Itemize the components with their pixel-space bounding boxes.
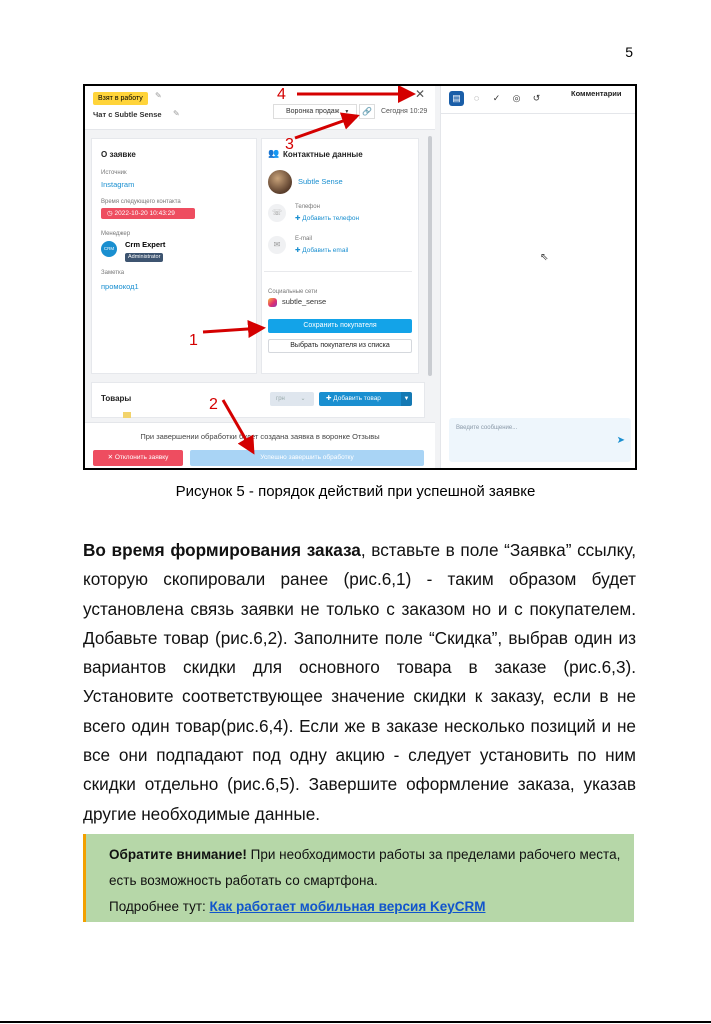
reject-label: Отклонить заявку bbox=[114, 454, 169, 461]
pencil-icon[interactable]: ✎ bbox=[173, 109, 180, 118]
annotation-arrows bbox=[85, 86, 637, 470]
page-bottom-rule bbox=[0, 1021, 711, 1023]
note-more-label: Подробнее тут: bbox=[109, 899, 210, 914]
check-icon[interactable]: ✓ bbox=[492, 93, 501, 103]
note-label: Заметка bbox=[101, 270, 125, 276]
chevron-down-icon: ▼ bbox=[344, 109, 350, 115]
funnel-select-value: Воронка продаж bbox=[286, 108, 340, 115]
avatar: CRM EXPERT bbox=[101, 241, 117, 257]
products-title: Товары bbox=[101, 394, 132, 403]
social-label: Социальные сети bbox=[268, 289, 318, 295]
close-icon[interactable]: ✕ bbox=[414, 87, 425, 101]
note-text: При необходимости работы за пределами рабочего места, есть возможность работать со смартфона. bbox=[109, 847, 621, 888]
clock-icon: ◷ bbox=[107, 210, 113, 217]
footer-note: При завершении обработки будет создана заявка в воронке Отзывы bbox=[140, 432, 380, 441]
manager-label: Менеджер bbox=[101, 231, 131, 237]
cursor-icon: ⇖ bbox=[540, 252, 549, 263]
note-more bbox=[109, 894, 634, 920]
note-value[interactable]: промокод1 bbox=[101, 282, 139, 291]
send-icon[interactable]: ➤ bbox=[616, 435, 625, 446]
copy-link-icon[interactable]: 🔗 bbox=[359, 104, 375, 119]
take-in-work-button[interactable]: Взят в работу bbox=[93, 92, 148, 105]
phone-label: Телефон bbox=[295, 204, 320, 210]
contacts-title: Контактные данные bbox=[283, 150, 363, 159]
choose-buyer-button[interactable]: Выбрать покупателя из списка bbox=[268, 339, 412, 353]
about-title: О заявке bbox=[101, 150, 136, 159]
source-value[interactable]: Instagram bbox=[101, 180, 135, 189]
marker-1: 1 bbox=[189, 332, 198, 349]
plus-icon: ✚ bbox=[295, 215, 301, 222]
comments-title: Комментарии bbox=[571, 89, 622, 98]
chat-title: Чат с Subtle Sense bbox=[93, 110, 162, 119]
next-contact-label: Время следующего контакта bbox=[101, 199, 181, 205]
contact-name[interactable]: Subtle Sense bbox=[298, 177, 343, 186]
note-box bbox=[83, 834, 634, 922]
marker-4: 4 bbox=[277, 86, 286, 103]
message-icon[interactable]: ◌ bbox=[473, 93, 480, 103]
plus-icon: ✚ bbox=[326, 395, 332, 402]
note-line bbox=[109, 842, 634, 894]
arrow-3 bbox=[295, 116, 357, 138]
phone-icon: ☏ bbox=[268, 204, 286, 222]
source-label: Источник bbox=[101, 170, 127, 176]
paragraph-text: , вставьте в поле “Заявка” ссылку, которую скопировали ранее (рис.6,1) - таким образом будет установлена связь заявки не только с заказом но и с покупателем. Добавьте товар (рис.6,2). Заполните поле “Скидка”, выбрав один из вариантов скидки для основного товара в заказе (рис.6,3). Установите соответствующее значение скидки к заказу, если в не всего один товар(рис.6,4). Если же в заказе несколько позиций и не все они подпадают под одну акцию - следует установить по ним скидки отдельно (рис.6,5). Завершите оформление заказа, указав другие необходимые данные. bbox=[83, 540, 636, 824]
chevron-down-icon: ⌄ bbox=[300, 396, 306, 402]
body-paragraph bbox=[83, 536, 636, 829]
next-contact-value: 2022-10-20 10:43:29 bbox=[114, 210, 175, 217]
email-label: E-mail bbox=[295, 236, 313, 242]
pencil-icon[interactable]: ✎ bbox=[155, 91, 162, 100]
crm-screenshot bbox=[83, 84, 637, 470]
plus-icon: ✚ bbox=[295, 247, 301, 254]
note-bold: Обратите внимание! bbox=[109, 847, 247, 862]
page-number: 5 bbox=[625, 44, 633, 60]
mail-icon: ✉ bbox=[268, 236, 286, 254]
figure-caption: Рисунок 5 - порядок действий при успешной заявке bbox=[175, 483, 536, 500]
contacts-icon: 👥 bbox=[268, 148, 280, 158]
mobile-version-link[interactable]: Как работает мобильная версия KeyCRM bbox=[209, 899, 486, 914]
currency-value: грн bbox=[276, 396, 285, 402]
paragraph-lead: Во время формирования заказа bbox=[83, 540, 361, 560]
timestamp: Сегодня 10:29 bbox=[381, 108, 428, 115]
arrow-1 bbox=[203, 328, 263, 332]
marker-2: 2 bbox=[209, 396, 218, 413]
close-icon: ✕ bbox=[107, 454, 114, 461]
add-product-label: Добавить товар bbox=[333, 395, 381, 402]
history-icon[interactable]: ↺ bbox=[532, 93, 541, 103]
add-email-label: Добавить email bbox=[302, 247, 349, 254]
chevron-down-icon[interactable]: ▼ bbox=[401, 392, 412, 406]
marker-3: 3 bbox=[285, 136, 294, 153]
message-placeholder: Введите сообщение... bbox=[456, 425, 518, 431]
finish-processing-button[interactable]: Успешно завершить обработку bbox=[190, 450, 424, 466]
social-handle[interactable]: subtle_sense bbox=[282, 297, 327, 306]
arrow-2 bbox=[223, 400, 253, 452]
chat-icon[interactable]: ▤ bbox=[449, 91, 464, 106]
role-badge: Administrator bbox=[125, 253, 163, 262]
target-icon[interactable]: ◎ bbox=[512, 93, 521, 103]
add-phone-label: Добавить телефон bbox=[302, 215, 360, 222]
save-buyer-button[interactable]: Сохранить покупателя bbox=[268, 319, 412, 333]
manager-name: Crm Expert bbox=[125, 240, 166, 249]
